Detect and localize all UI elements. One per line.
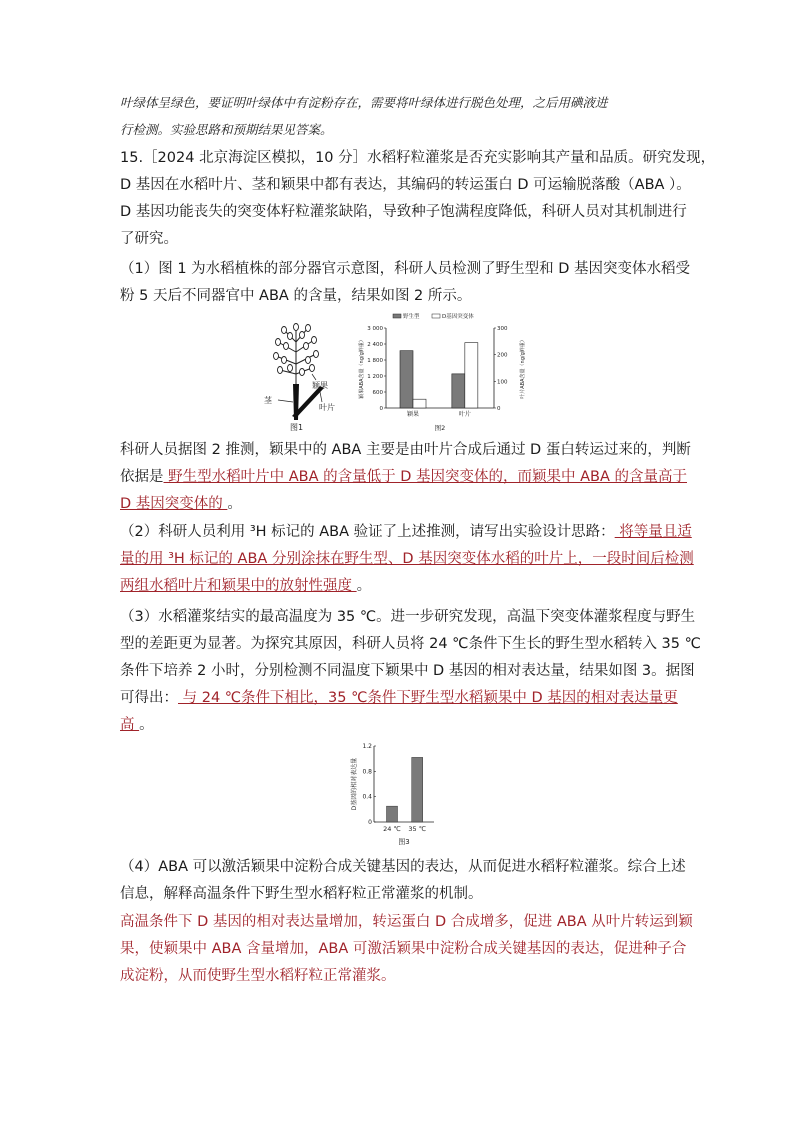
part3-question: 可得出： <box>120 690 178 706</box>
figure-3-bar-chart <box>348 740 448 848</box>
part2-line-2 <box>120 549 694 569</box>
figure-2-caption: 图2 <box>434 424 446 432</box>
part3-line-5 <box>120 715 154 735</box>
part2-line-3 <box>120 576 371 596</box>
figure-2-left-tick-label: 3 000 <box>367 326 383 332</box>
figure-3-tick-label: 0.8 <box>362 768 372 776</box>
part1-answer-line-1 <box>120 467 687 487</box>
figure-1-caption: 图1 <box>290 423 304 432</box>
part4-answer-line-2: 果，使颖果中 ABA 含量增加，ABA 可激活颖果中淀粉合成关键基因的表达，促进种子合 <box>120 941 687 957</box>
figure-2-category-label: 颖果 <box>406 411 420 418</box>
part2-answer-a2: 量的用 ³H 标记的 ABA 分别涂抹在野生型、D 基因突变体水稻的叶片上，一段时间后检测 <box>120 551 694 567</box>
figure-3-category-label: 35 ℃ <box>408 825 427 833</box>
part2-question: （2）科研人员利用 ³H 标记的 ABA 验证了上述推测，请写出实验设计思路： <box>120 524 615 540</box>
figure-2-legend-mutant: D基因突变体 <box>442 314 474 320</box>
figure-3-category-label: 24 ℃ <box>383 825 401 833</box>
part1-answer-a1: 野生型水稻叶片中 ABA 的含量低于 D 基因突变体的，而颖果中 ABA 的含量高于 <box>163 469 687 485</box>
figure-2-right-tick-label: 300 <box>497 326 508 332</box>
figure-2-bar-wildtype-1 <box>452 374 465 408</box>
figure-2-right-tick-label: 100 <box>497 379 508 386</box>
figure-2-bar-mutant-0 <box>413 399 426 408</box>
figure-2-right-axis-label: 叶片ABA含量（ng/g鲜重） <box>520 337 526 399</box>
figure-1-leaf-label: 叶片 <box>319 403 335 412</box>
figure-2-legend-wildtype: 野生型 <box>403 314 420 320</box>
figure-3-y-axis-label: D基因的相对表达量 <box>351 757 358 811</box>
figure-1-plant-diagram <box>262 322 344 432</box>
answer-note-line-2: 行检测。实验思路和预期结果见答案。 <box>120 122 333 137</box>
figure-2-left-axis-label: 颖果ABA含量（ng/g鲜重） <box>359 337 365 399</box>
part2-line-1 <box>120 522 692 542</box>
part1-question-line: 科研人员据图 2 推测，颖果中的 ABA 主要是由叶片合成后通过 D 蛋白转运过来的，判断 <box>120 442 691 458</box>
part4-answer-line-3: 成淀粉，从而使野生型水稻籽粒正常灌浆。 <box>120 968 396 984</box>
part1-line-1: （1）图 1 为水稻植株的部分器官示意图，科研人员检测了野生型和 D 基因突变体水稻受 <box>120 261 691 277</box>
part1-answer-line-2 <box>120 494 242 514</box>
part1-line-2: 粉 5 天后不同器官中 ABA 的含量，结果如图 2 所示。 <box>120 288 472 304</box>
part2-answer-a3: 两组水稻叶片和颖果中的放射性强度 <box>120 578 357 594</box>
figure-3-caption: 图3 <box>398 838 410 846</box>
part3-line-2: 型的差距更为显著。为探究其原因，科研人员将 24 ℃条件下生长的野生型水稻转入 35 ℃ <box>120 636 701 652</box>
figure-2-bar-chart <box>348 310 534 434</box>
question-line-3: D 基因功能丧失的突变体籽粒灌浆缺陷，导致种子饱满程度降低，科研人员对其机制进行 <box>120 204 687 220</box>
figure-3-bar-1 <box>412 757 423 822</box>
part1-basis-prefix: 依据是 <box>120 469 164 485</box>
question-line-4: 了研究。 <box>120 231 178 247</box>
part3-line-3: 条件下培养 2 小时，分别检测不同温度下颖果中 D 基因的相对表达量，结果如图 3。据图 <box>120 663 695 679</box>
figure-3-tick-label: 0.4 <box>362 793 372 801</box>
part3-line-1: （3）水稻灌浆结实的最高温度为 35 ℃。进一步研究发现，高温下突变体灌浆程度与野生 <box>120 609 696 625</box>
figure-2-left-tick-label: 0 <box>379 406 383 412</box>
answer-note-line-1: 叶绿体呈绿色，要证明叶绿体中有淀粉存在，需要将叶绿体进行脱色处理，之后用碘液进 <box>120 95 608 110</box>
part3-answer-a1: 与 24 ℃条件下相比，35 ℃条件下野生型水稻颖果中 D 基因的相对表达量更 <box>178 690 678 706</box>
figure-3-tick-label: 0 <box>368 819 372 826</box>
question-line-1: 15.［2024 北京海淀区模拟，10 分］水稻籽粒灌浆是否充实影响其产量和品质。研究发现， <box>120 150 716 166</box>
part1-end: 。 <box>227 496 242 512</box>
question-line-2: D 基因在水稻叶片、茎和颖果中都有表达，其编码的转运蛋白 D 可运输脱落酸（ABA ）。 <box>120 177 691 193</box>
figure-2-right-tick-label: 200 <box>497 352 508 359</box>
figure-2-legend-swatch-wildtype <box>393 314 401 318</box>
part2-answer-a1: 将等量且适 <box>614 524 692 540</box>
part3-line-4 <box>120 688 678 708</box>
part2-end: 。 <box>356 578 372 594</box>
figure-2-left-tick-label: 2 400 <box>367 342 383 348</box>
figure-1-fruit-label: 颖果 <box>312 381 328 390</box>
figure-2-right-tick-label: 0 <box>497 406 501 412</box>
part3-answer-a2: 高 <box>120 717 140 733</box>
figure-2-category-label: 叶片 <box>458 411 471 418</box>
figure-3-bar-0 <box>387 806 398 822</box>
figure-2-left-tick-label: 1 200 <box>367 374 383 380</box>
figure-2-left-tick-label: 600 <box>372 390 383 396</box>
figure-1-stem-label: 茎 <box>264 396 272 405</box>
figure-2-bar-mutant-1 <box>465 343 478 408</box>
figure-2-bar-wildtype-0 <box>400 351 413 408</box>
figure-3-tick-label: 1.2 <box>362 743 372 750</box>
part1-answer-a2: D 基因突变体的 <box>120 496 228 512</box>
figure-2-left-tick-label: 1 800 <box>367 358 383 364</box>
part4-line-1: （4）ABA 可以激活颖果中淀粉合成关键基因的表达，从而促进水稻籽粒灌浆。综合上述 <box>120 859 686 875</box>
figure-2-legend-swatch-mutant <box>432 314 440 318</box>
part4-line-2: 信息，解释高温条件下野生型水稻籽粒正常灌浆的机制。 <box>120 886 483 902</box>
part3-end: 。 <box>139 717 154 733</box>
part4-answer-line-1: 高温条件下 D 基因的相对表达量增加，转运蛋白 D 合成增多，促进 ABA 从叶片转运到颖 <box>120 914 693 930</box>
